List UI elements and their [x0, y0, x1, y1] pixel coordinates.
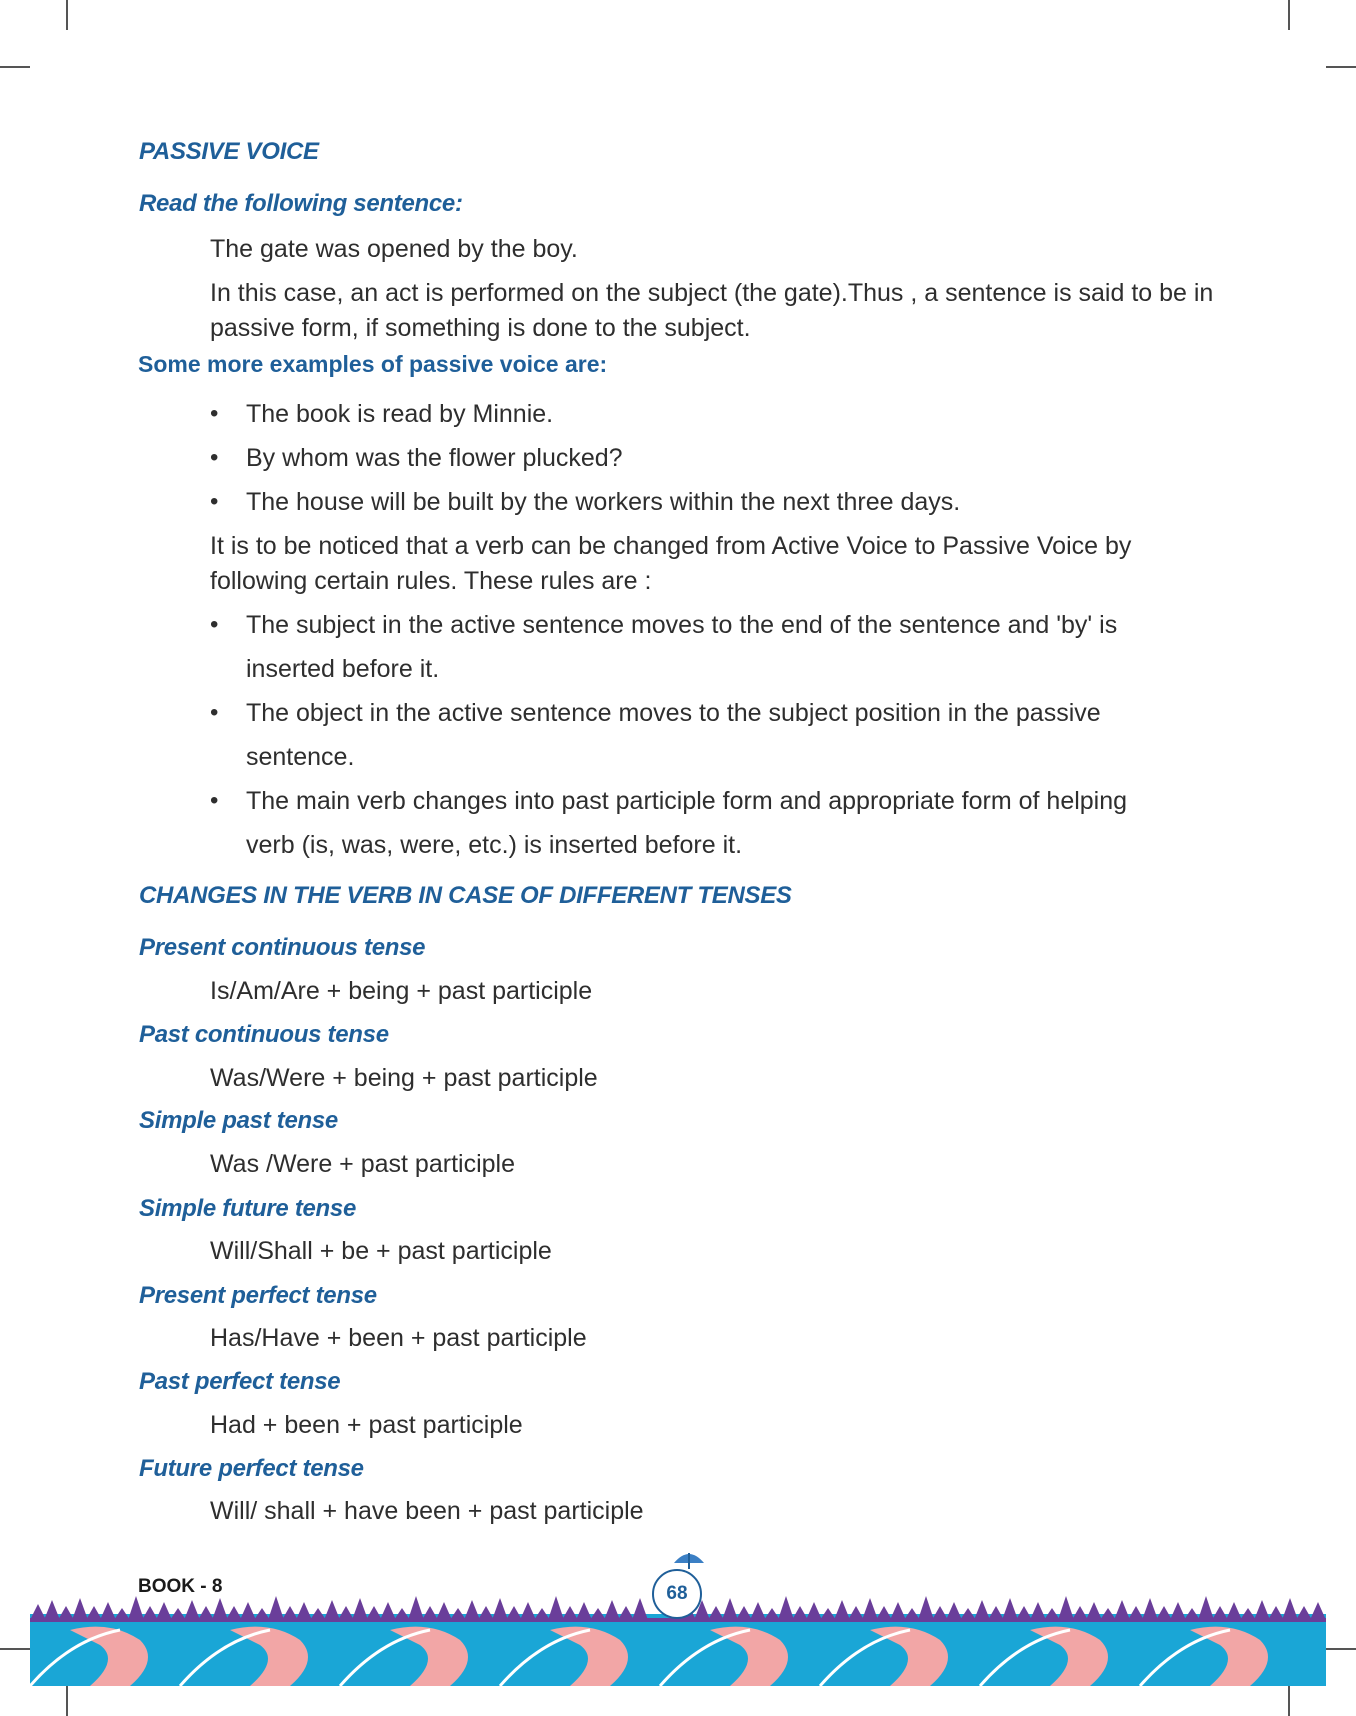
bullet-icon: • — [210, 444, 219, 471]
rules-intro: It is to be noticed that a verb can be changed from Active Voice to Passive Voice by following certain rules. These rules are : — [210, 532, 1132, 595]
crop-mark-bottom-right-horizontal — [1326, 1648, 1356, 1650]
page-number: 68 — [652, 1569, 702, 1619]
bullet-icon: • — [210, 488, 219, 515]
tense-name: Present perfect tense — [139, 1282, 377, 1309]
section-heading: PASSIVE VOICE — [139, 138, 319, 165]
crop-mark-top-left-horizontal — [0, 66, 30, 68]
crop-mark-top-right-horizontal — [1326, 66, 1356, 68]
tense-name: Past continuous tense — [139, 1021, 389, 1048]
examples-heading: Some more examples of passive voice are: — [138, 351, 608, 377]
rule-text: The object in the active sentence moves to the subject position in the passive sentence. — [246, 699, 1101, 771]
rule-item — [210, 779, 1210, 867]
umbrella-icon — [672, 1549, 706, 1571]
tense-name: Simple past tense — [139, 1107, 338, 1134]
tense-formula: Is/Am/Are + being + past participle — [210, 977, 593, 1005]
page-number-badge — [648, 1561, 708, 1621]
rule-text: The main verb changes into past participle form and appropriate form of helping verb (is, was, were, etc.) is inserted before it. — [246, 787, 1128, 859]
bullet-icon: • — [210, 787, 219, 814]
tense-name: Future perfect tense — [139, 1455, 364, 1482]
book-label: BOOK - 8 — [138, 1576, 223, 1597]
example-item — [210, 392, 1210, 436]
tense-formula: Was/Were + being + past participle — [210, 1064, 598, 1092]
rule-text: The subject in the active sentence moves to the end of the sentence and 'by' is inserted before it. — [246, 611, 1118, 683]
example-item — [210, 480, 1210, 524]
tense-name: Simple future tense — [139, 1195, 357, 1222]
explanation-paragraph: In this case, an act is performed on the subject (the gate).Thus , a sentence is said to be in passive form, if something is done to the subject. — [210, 279, 1214, 342]
example-item — [210, 436, 1210, 480]
crop-mark-bottom-left-vertical — [66, 1686, 68, 1716]
read-heading: Read the following sentence: — [139, 190, 463, 217]
tense-formula: Had + been + past participle — [210, 1411, 523, 1439]
water-band — [30, 1614, 1326, 1686]
rule-item — [210, 603, 1210, 691]
tense-formula: Was /Were + past participle — [210, 1150, 515, 1178]
bullet-icon: • — [210, 400, 219, 427]
example-text: The book is read by Minnie. — [246, 400, 554, 428]
tense-formula: Will/Shall + be + past participle — [210, 1237, 552, 1265]
example-sentence: The gate was opened by the boy. — [210, 235, 578, 263]
tense-formula: Has/Have + been + past participle — [210, 1324, 587, 1352]
changes-heading: CHANGES IN THE VERB IN CASE OF DIFFERENT TENSES — [139, 882, 792, 909]
tense-name: Past perfect tense — [139, 1368, 341, 1395]
tense-formula: Will/ shall + have been + past participle — [210, 1497, 644, 1525]
example-text: The house will be built by the workers within the next three days. — [246, 488, 961, 516]
tense-name: Present continuous tense — [139, 934, 426, 961]
crop-mark-bottom-right-vertical — [1288, 1686, 1290, 1716]
crop-mark-top-left-vertical — [66, 0, 68, 30]
crop-mark-top-right-vertical — [1288, 0, 1290, 30]
bullet-icon: • — [210, 699, 219, 726]
example-text: By whom was the flower plucked? — [246, 444, 623, 472]
crop-mark-bottom-left-horizontal — [0, 1648, 30, 1650]
bullet-icon: • — [210, 611, 219, 638]
rule-item — [210, 691, 1210, 779]
